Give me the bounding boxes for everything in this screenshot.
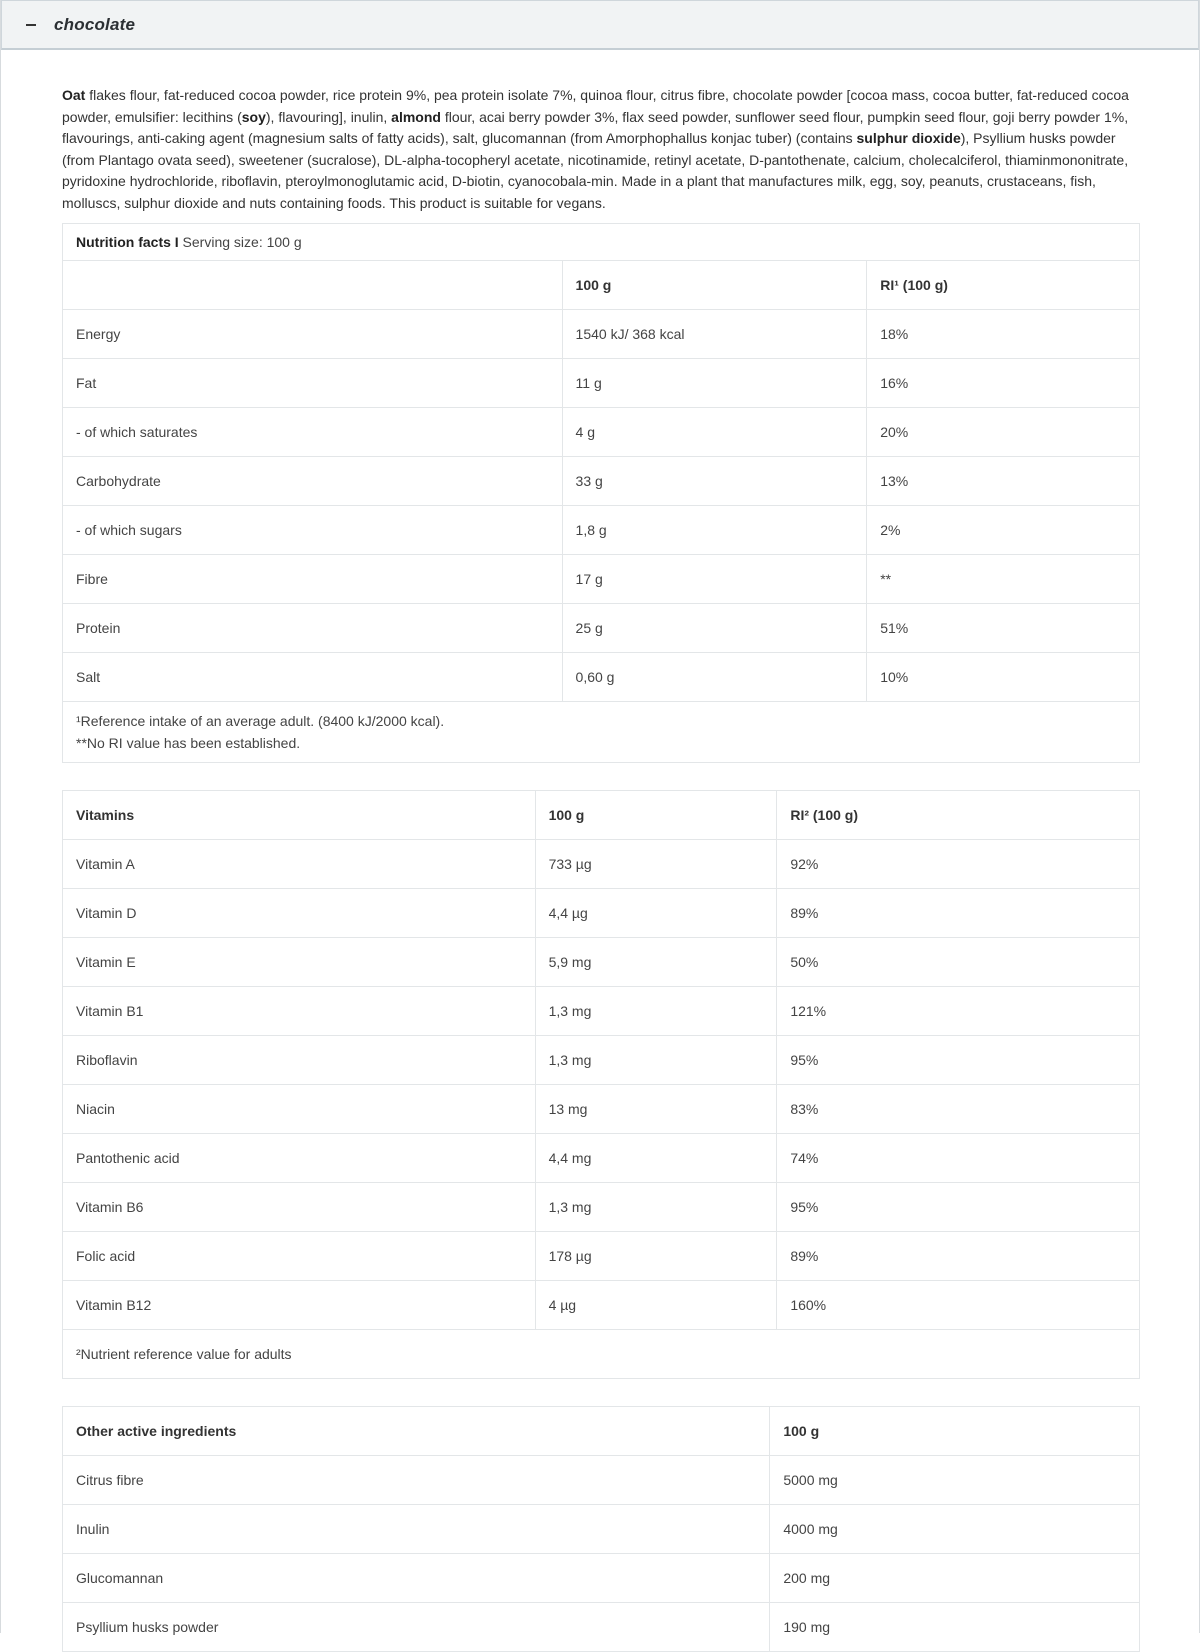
nutrition-row-cell: - of which sugars bbox=[63, 506, 563, 555]
nutrition-row bbox=[63, 506, 1140, 555]
vitamin-row-cell: 4,4 mg bbox=[535, 1134, 777, 1183]
nutrition-row-cell: 16% bbox=[867, 359, 1140, 408]
other-header-name: Other active ingredients bbox=[63, 1407, 770, 1456]
other-ingredient-row bbox=[63, 1505, 1140, 1554]
vitamins-table bbox=[62, 790, 1140, 1379]
vitamin-row bbox=[63, 1085, 1140, 1134]
other-ingredient-row bbox=[63, 1554, 1140, 1603]
vitamins-footnote: ²Nutrient reference value for adults bbox=[63, 1330, 1140, 1379]
vitamin-row-cell: Vitamin B6 bbox=[63, 1183, 536, 1232]
nutrition-row-cell: Carbohydrate bbox=[63, 457, 563, 506]
nutrition-row-cell: Protein bbox=[63, 604, 563, 653]
vitamin-row-cell: 89% bbox=[777, 1232, 1140, 1281]
flavour-accordion-header[interactable] bbox=[1, 0, 1199, 50]
vitamins-header-row bbox=[63, 791, 1140, 840]
accordion-content bbox=[1, 50, 1199, 1652]
other-ingredient-row-cell: 5000 mg bbox=[770, 1456, 1140, 1505]
nutrition-row-cell: 20% bbox=[867, 408, 1140, 457]
vitamin-row-cell: 95% bbox=[777, 1036, 1140, 1085]
vitamin-row bbox=[63, 938, 1140, 987]
vitamin-row bbox=[63, 1036, 1140, 1085]
other-ingredient-row-cell: Psyllium husks powder bbox=[63, 1603, 770, 1652]
vitamin-row bbox=[63, 1281, 1140, 1330]
nutrition-row-cell: 51% bbox=[867, 604, 1140, 653]
nutrition-footnotes bbox=[63, 702, 1140, 763]
nutrition-caption bbox=[63, 224, 1140, 261]
nutrition-row-cell: 33 g bbox=[562, 457, 867, 506]
nutrition-row-cell: Energy bbox=[63, 310, 563, 359]
vitamin-row-cell: Pantothenic acid bbox=[63, 1134, 536, 1183]
vitamin-row-cell: 13 mg bbox=[535, 1085, 777, 1134]
nutrition-row-cell: 17 g bbox=[562, 555, 867, 604]
serving-size: Serving size: 100 g bbox=[178, 234, 302, 250]
vitamin-row-cell: Riboflavin bbox=[63, 1036, 536, 1085]
other-ingredient-row-cell: Citrus fibre bbox=[63, 1456, 770, 1505]
ingredients-segment: flakes flour, fat-reduced cocoa powder, rice protein 9%, pea protein isolate 7%, quinoa flour, citrus fibre, chocolate powder [cocoa mass, cocoa butter, fat-reduced cocoa powder, emulsifier: lecithins ( bbox=[62, 87, 1129, 125]
nutrition-header-empty bbox=[63, 261, 563, 310]
nutrition-row-cell: 10% bbox=[867, 653, 1140, 702]
ingredients-segment: ), Psyllium husks powder (from Plantago ovata seed), sweetener (sucralose), DL-alpha-tocopheryl acetate, nicotinamide, retinyl acetate, D-pantothenate, calcium, cholecalciferol, thiaminmononitrate, pyridoxine hydrochloride, riboflavin, pteroylmonoglutamic acid, D-biotin, cyanocobala-min. Made in a plant that manufactures milk, egg, soy, peanuts, crustaceans, fish, molluscs, sulphur dioxide and nuts containing foods. This product is suitable for vegans. bbox=[62, 130, 1129, 211]
vitamin-row-cell: Vitamin A bbox=[63, 840, 536, 889]
vitamin-row-cell: Vitamin D bbox=[63, 889, 536, 938]
other-header-row bbox=[63, 1407, 1140, 1456]
nutrition-row bbox=[63, 555, 1140, 604]
vitamin-row bbox=[63, 987, 1140, 1036]
nutrition-footnote-2: **No RI value has been established. bbox=[76, 735, 301, 751]
nutrition-facts-table bbox=[62, 223, 1140, 763]
ingredients-segment: ), flavouring], inulin, bbox=[265, 108, 392, 125]
ingredients-segment: flour, acai berry powder 3%, flax seed powder, sunflower seed flour, pumpkin seed flour, goji berry powder 1%, flavourings, anti-caking agent (magnesium salts of fatty acids), salt, glucomannan (from Amorphophallus konjac tuber) (contains bbox=[62, 108, 1129, 146]
other-ingredient-row-cell: 4000 mg bbox=[770, 1505, 1140, 1554]
vitamin-row-cell: 4 µg bbox=[535, 1281, 777, 1330]
nutrition-row-cell: ** bbox=[867, 555, 1140, 604]
vitamins-header-ri: RI² (100 g) bbox=[777, 791, 1140, 840]
vitamin-row-cell: 1,3 mg bbox=[535, 1036, 777, 1085]
vitamin-row bbox=[63, 1183, 1140, 1232]
vitamin-row-cell: 74% bbox=[777, 1134, 1140, 1183]
vitamin-row bbox=[63, 840, 1140, 889]
nutrition-row-cell: Fat bbox=[63, 359, 563, 408]
vitamin-row-cell: Niacin bbox=[63, 1085, 536, 1134]
nutrition-row bbox=[63, 653, 1140, 702]
vitamins-header-100g: 100 g bbox=[535, 791, 777, 840]
nutrition-row-cell: 25 g bbox=[562, 604, 867, 653]
allergen-highlight: Oat bbox=[62, 87, 86, 103]
nutrition-row bbox=[63, 408, 1140, 457]
nutrition-footnote-1: ¹Reference intake of an average adult. (8400 kJ/2000 kcal). bbox=[76, 713, 445, 729]
vitamin-row bbox=[63, 889, 1140, 938]
vitamin-row-cell: 95% bbox=[777, 1183, 1140, 1232]
vitamin-row bbox=[63, 1232, 1140, 1281]
nutrition-row-cell: 0,60 g bbox=[562, 653, 867, 702]
vitamin-row-cell: 83% bbox=[777, 1085, 1140, 1134]
other-ingredients-table bbox=[62, 1406, 1140, 1652]
ingredients-text bbox=[62, 85, 1138, 214]
vitamin-row-cell: 1,3 mg bbox=[535, 987, 777, 1036]
vitamin-row-cell: Folic acid bbox=[63, 1232, 536, 1281]
vitamin-row-cell: 92% bbox=[777, 840, 1140, 889]
allergen-highlight: sulphur dioxide bbox=[856, 130, 961, 146]
nutrition-row-cell: 1,8 g bbox=[562, 506, 867, 555]
nutrition-row bbox=[63, 604, 1140, 653]
vitamin-row-cell: 121% bbox=[777, 987, 1140, 1036]
vitamin-row-cell: 178 µg bbox=[535, 1232, 777, 1281]
nutrition-row-cell: 13% bbox=[867, 457, 1140, 506]
nutrition-row bbox=[63, 359, 1140, 408]
nutrition-row-cell: Fibre bbox=[63, 555, 563, 604]
nutrition-row-cell: 1540 kJ/ 368 kcal bbox=[562, 310, 867, 359]
nutrition-header-row bbox=[63, 261, 1140, 310]
vitamin-row-cell: Vitamin B1 bbox=[63, 987, 536, 1036]
accordion-title: chocolate bbox=[54, 14, 136, 34]
vitamin-row-cell: 733 µg bbox=[535, 840, 777, 889]
vitamin-row-cell: 160% bbox=[777, 1281, 1140, 1330]
other-ingredient-row bbox=[63, 1603, 1140, 1652]
vitamin-row bbox=[63, 1134, 1140, 1183]
nutrition-header-ri: RI¹ (100 g) bbox=[867, 261, 1140, 310]
vitamin-row-cell: 89% bbox=[777, 889, 1140, 938]
other-header-100g: 100 g bbox=[770, 1407, 1140, 1456]
other-ingredient-row-cell: Inulin bbox=[63, 1505, 770, 1554]
nutrition-row-cell: - of which saturates bbox=[63, 408, 563, 457]
nutrition-row-cell: 2% bbox=[867, 506, 1140, 555]
nutrition-row-cell: 11 g bbox=[562, 359, 867, 408]
nutrition-row-cell: 4 g bbox=[562, 408, 867, 457]
allergen-highlight: almond bbox=[391, 108, 441, 125]
other-ingredient-row bbox=[63, 1456, 1140, 1505]
nutrition-header-100g: 100 g bbox=[562, 261, 867, 310]
vitamin-row-cell: 5,9 mg bbox=[535, 938, 777, 987]
nutrition-row-cell: Salt bbox=[63, 653, 563, 702]
other-ingredient-row-cell: 200 mg bbox=[770, 1554, 1140, 1603]
vitamin-row-cell: 1,3 mg bbox=[535, 1183, 777, 1232]
nutrition-row-cell: 18% bbox=[867, 310, 1140, 359]
vitamin-row-cell: 4,4 µg bbox=[535, 889, 777, 938]
nutrition-row bbox=[63, 457, 1140, 506]
nutrition-caption-bold: Nutrition facts I bbox=[76, 234, 179, 250]
vitamins-header-name: Vitamins bbox=[63, 791, 536, 840]
minus-icon[interactable] bbox=[26, 24, 36, 26]
other-ingredient-row-cell: Glucomannan bbox=[63, 1554, 770, 1603]
vitamin-row-cell: 50% bbox=[777, 938, 1140, 987]
allergen-highlight: soy bbox=[241, 108, 266, 125]
nutrition-row bbox=[63, 310, 1140, 359]
other-ingredient-row-cell: 190 mg bbox=[770, 1603, 1140, 1652]
vitamin-row-cell: Vitamin E bbox=[63, 938, 536, 987]
vitamin-row-cell: Vitamin B12 bbox=[63, 1281, 536, 1330]
